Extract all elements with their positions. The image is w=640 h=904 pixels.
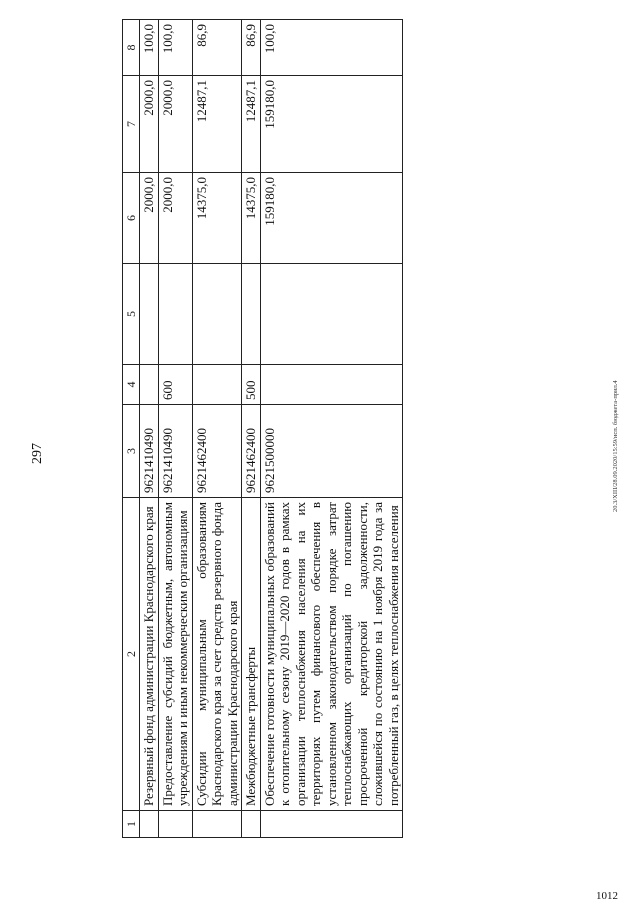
row-number-cell [242,811,261,838]
actual-amount-cell: 2000,0 [140,76,159,173]
percent-cell: 100,0 [140,20,159,76]
page-number: 297 [30,443,45,464]
header-cell-4: 4 [123,365,140,405]
description-cell: Предоставление субсидий бюджетным, автономным учреждениям и иным некоммерческим организациям [158,498,192,811]
empty-cell [260,264,403,365]
sheet-number: 1012 [596,890,618,902]
expense-type-cell: 600 [158,365,192,405]
description-cell: Резервный фонд администрации Краснодарского края [140,498,159,811]
expense-type-cell [192,365,242,405]
target-code-cell: 9621462400 [242,405,261,498]
print-stamp: 20.3/XIII/28.09.2020/15:59/исп. бюджета-прил.4 [612,380,619,512]
header-cell-1: 1 [123,811,140,838]
actual-amount-cell: 2000,0 [158,76,192,173]
target-code-cell: 9621410490 [158,405,192,498]
row-number-cell [158,811,192,838]
plan-amount-cell: 14375,0 [192,173,242,264]
header-cell-5: 5 [123,264,140,365]
plan-amount-cell: 14375,0 [242,173,261,264]
percent-cell: 86,9 [242,20,261,76]
plan-amount-cell: 159180,0 [260,173,403,264]
empty-cell [158,264,192,365]
plan-amount-cell: 2000,0 [140,173,159,264]
percent-cell: 100,0 [158,20,192,76]
actual-amount-cell: 12487,1 [192,76,242,173]
expense-type-cell [260,365,403,405]
expense-type-cell [140,365,159,405]
plan-amount-cell: 2000,0 [158,173,192,264]
header-cell-8: 8 [123,20,140,76]
row-number-cell [260,811,403,838]
percent-cell: 100,0 [260,20,403,76]
table-row [242,20,261,838]
empty-cell [140,264,159,365]
description-cell: Межбюджетные трансферты [242,498,261,811]
percent-cell: 86,9 [192,20,242,76]
table-row [192,20,242,838]
table-row [260,20,403,838]
row-number-cell [140,811,159,838]
table-row [140,20,159,838]
header-cell-2: 2 [123,498,140,811]
actual-amount-cell: 12487,1 [242,76,261,173]
target-code-cell: 9621462400 [192,405,242,498]
header-cell-7: 7 [123,76,140,173]
description-cell: Субсидии муниципальным образованиям Краснодарского края за счет средств резервного фонда администрации Краснодарского края [192,498,242,811]
table-header-row [123,20,140,838]
expense-type-cell: 500 [242,365,261,405]
rotated-page-content [122,24,612,838]
target-code-cell: 9621500000 [260,405,403,498]
table-row [158,20,192,838]
description-cell: Обеспечение готовности муниципальных образований к отопительному сезону 2019—2020 годов в рамках организации теплоснабжения населения на их территориях путем финансового обеспечения в установленном законодательством порядке затрат теплоснабжающих организаций по погашению просроченной кредиторской задолженности, сложившейся по состоянию на 1 ноября 2019 года за потребленный газ, в целях теплоснабжения населения [260,498,403,811]
empty-cell [242,264,261,365]
empty-cell [192,264,242,365]
actual-amount-cell: 159180,0 [260,76,403,173]
header-cell-6: 6 [123,173,140,264]
target-code-cell: 9621410490 [140,405,159,498]
row-number-cell [192,811,242,838]
header-cell-3: 3 [123,405,140,498]
budget-table [122,19,403,838]
